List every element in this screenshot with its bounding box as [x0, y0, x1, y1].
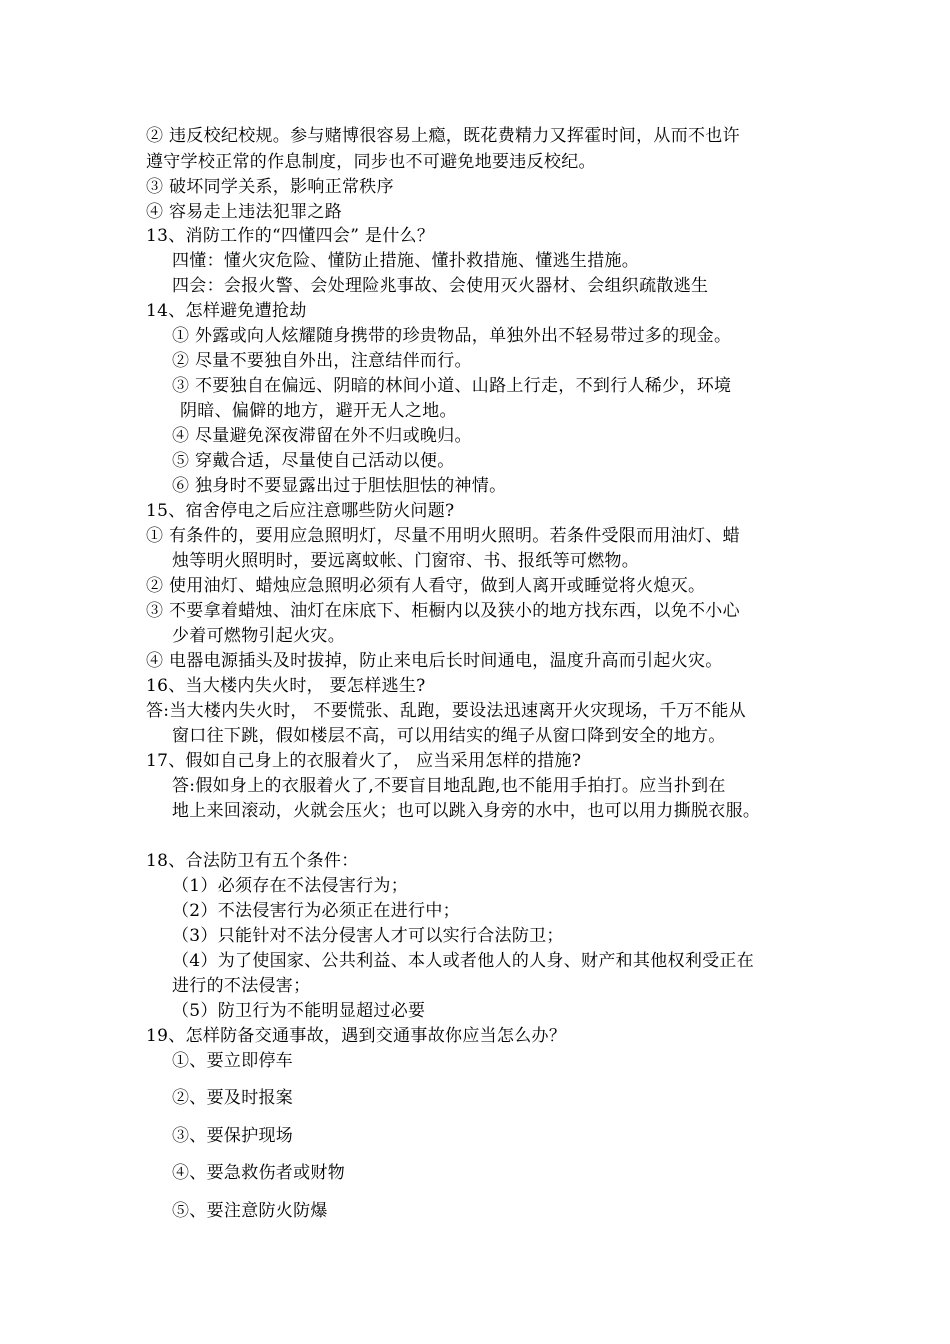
section-heading: 17、假如自己身上的衣服着火了， 应当采用怎样的措施? [146, 751, 582, 771]
text-line: ① 有条件的，要用应急照明灯，尽量不用明火照明。若条件受限而用油灯、蜡 [146, 526, 740, 546]
text-line: 四懂：懂火灾危险、懂防止措施、懂扑救措施、懂逃生措施。 [172, 251, 640, 271]
text-line: ⑥ 独身时不要显露出过于胆怯胆怯的神情。 [172, 476, 507, 496]
text-line: ④ 尽量避免深夜滞留在外不归或晚归。 [172, 426, 472, 446]
section-heading: 15、宿舍停电之后应注意哪些防火问题? [146, 501, 455, 521]
text-line: 答:当大楼内失火时， 不要慌张、乱跑，要设法迅速离开火灾现场，千万不能从 [146, 701, 746, 721]
text-line: 少着可燃物引起火灾。 [172, 626, 345, 646]
section-heading: 13、消防工作的“四懂四会” 是什么？ [146, 226, 435, 246]
text-line: （4）为了使国家、公共利益、本人或者他人的人身、财产和其他权利受正在 [172, 951, 755, 971]
text-line: ② 违反校纪校规。参与赌博很容易上瘾，既花费精力又挥霍时间，从而不也许 [146, 126, 740, 146]
section-heading: 16、当大楼内失火时， 要怎样逃生? [146, 676, 426, 696]
list-item: ②、要及时报案 [172, 1088, 294, 1108]
text-line: 遵守学校正常的作息制度，同步也不可避免地要违反校纪。 [146, 152, 596, 172]
list-item: ⑤、要注意防火防爆 [172, 1201, 328, 1221]
text-line: 阴暗、偏僻的地方，避开无人之地。 [180, 401, 457, 421]
text-line: ③ 不要拿着蜡烛、油灯在床底下、柜橱内以及狭小的地方找东西，以免不小心 [146, 601, 740, 621]
text-line: （3）只能针对不法分侵害人才可以实行合法防卫； [172, 926, 564, 946]
text-line: ① 外露或向人炫耀随身携带的珍贵物品，单独外出不轻易带过多的现金。 [172, 326, 732, 346]
text-line: ③ 破坏同学关系，影响正常秩序 [146, 177, 394, 197]
section-heading: 18、合法防卫有五个条件： [146, 851, 359, 871]
text-line: 窗口往下跳，假如楼层不高，可以用结实的绳子从窗口降到安全的地方。 [172, 726, 726, 746]
text-line: ⑤ 穿戴合适，尽量使自己活动以便。 [172, 451, 455, 471]
text-line: 地上来回滚动，火就会压火；也可以跳入身旁的水中，也可以用力撕脱衣服。 [172, 801, 761, 821]
text-line: 烛等明火照明时，要远离蚊帐、门窗帘、书、报纸等可燃物。 [172, 551, 640, 571]
text-line: ② 使用油灯、蜡烛应急照明必须有人看守，做到人离开或睡觉将火熄灭。 [146, 576, 706, 596]
section-heading: 14、怎样避免遭抢劫 [146, 301, 307, 321]
text-line: ④ 电器电源插头及时拔掉，防止来电后长时间通电，温度升高而引起火灾。 [146, 651, 723, 671]
list-item: ③、要保护现场 [172, 1126, 294, 1146]
section-heading: 19、怎样防备交通事故，遇到交通事故你应当怎么办？ [146, 1026, 567, 1046]
text-line: ② 尽量不要独自外出，注意结伴而行。 [172, 351, 472, 371]
text-line: 答:假如身上的衣服着火了,不要盲目地乱跑,也不能用手拍打。应当扑到在 [172, 776, 726, 796]
text-line: 四会：会报火警、会处理险兆事故、会使用灭火器材、会组织疏散逃生 [172, 276, 709, 296]
text-line: 进行的不法侵害； [172, 976, 311, 996]
text-line: （5）防卫行为不能明显超过必要 [172, 1001, 426, 1021]
text-line: （1）必须存在不法侵害行为； [172, 876, 409, 896]
list-item: ④、要急救伤者或财物 [172, 1163, 345, 1183]
text-line: （2）不法侵害行为必须正在进行中； [172, 901, 460, 921]
list-item: ①、要立即停车 [172, 1051, 294, 1071]
text-line: ④ 容易走上违法犯罪之路 [146, 202, 343, 222]
text-line: ③ 不要独自在偏远、阴暗的林间小道、山路上行走，不到行人稀少，环境 [172, 376, 732, 396]
